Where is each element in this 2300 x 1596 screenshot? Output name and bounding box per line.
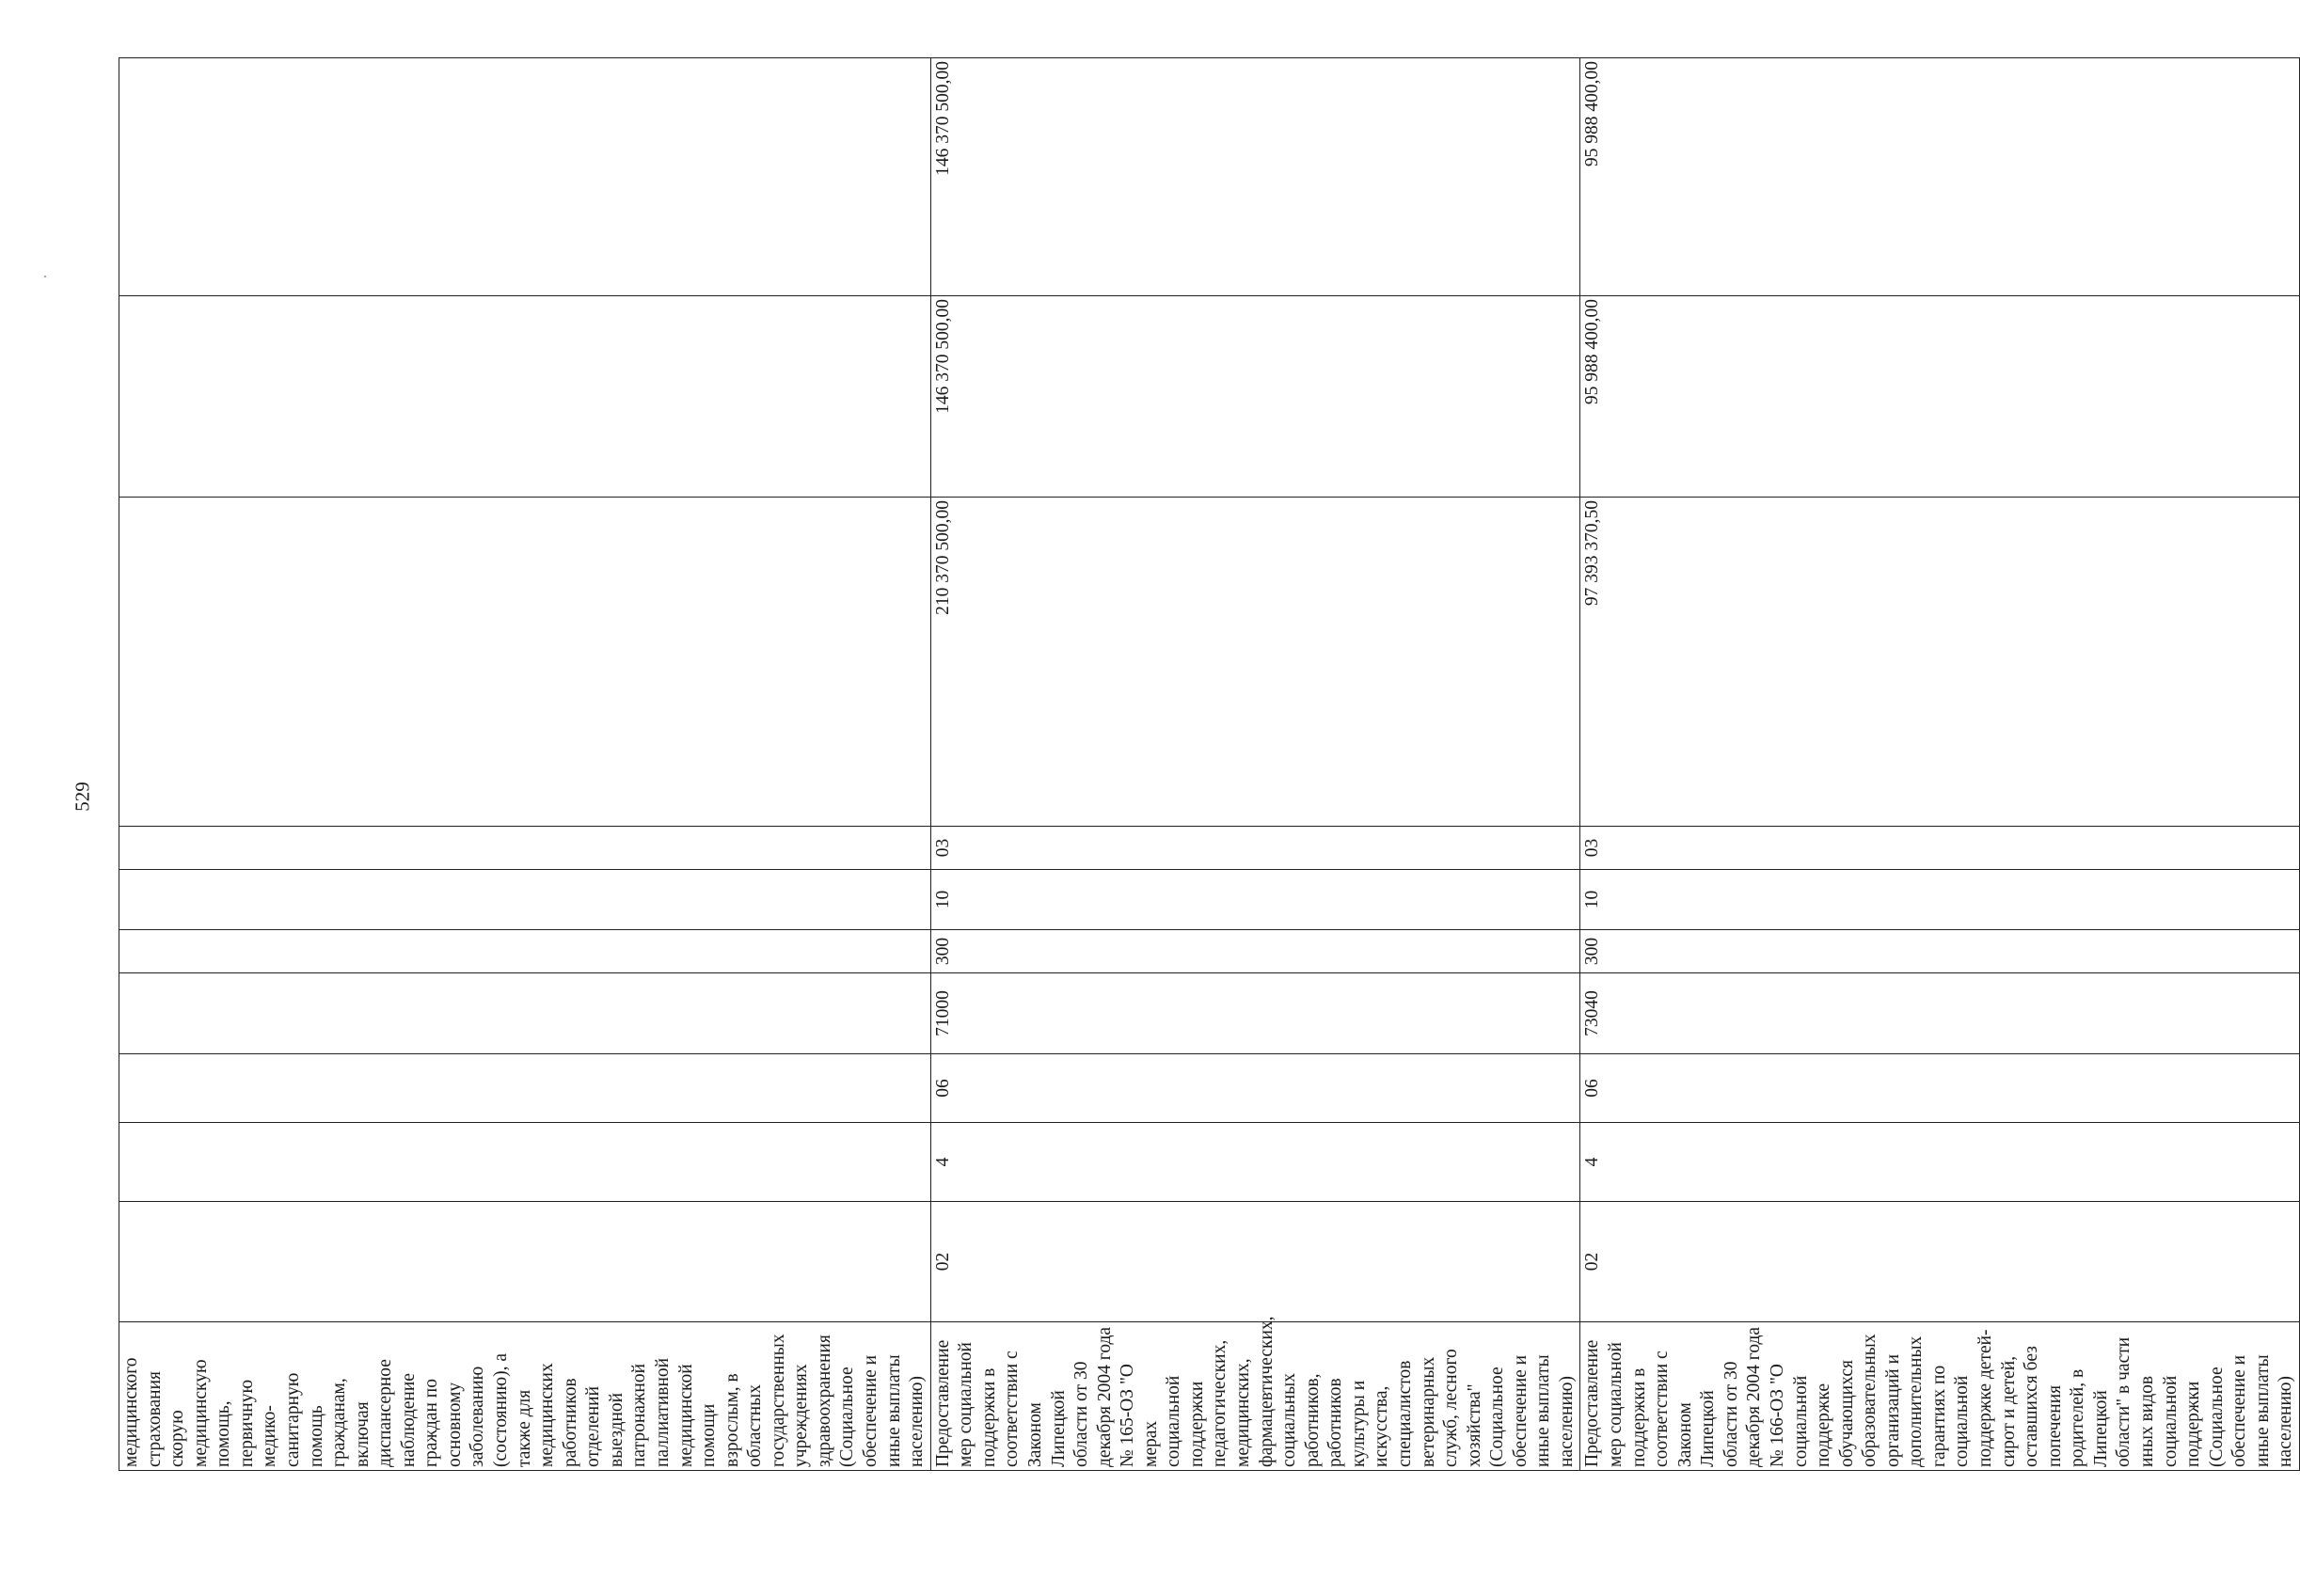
cell-code-6 — [119, 870, 931, 930]
cell-code-4 — [119, 973, 931, 1054]
cell-sum-3: 146 370 500,00 — [930, 58, 1580, 296]
cell-sum-1 — [119, 498, 931, 827]
scan-speck — [44, 276, 46, 277]
cell-code-3: 06 — [930, 1054, 1580, 1123]
page-number: 529 — [71, 782, 94, 812]
cell-sum-2: 95 988 400,00 — [1580, 296, 2299, 498]
cell-code-6: 10 — [1580, 870, 2299, 930]
cell-sum-2 — [119, 296, 931, 498]
cell-sum-3 — [119, 58, 931, 296]
cell-code-1 — [119, 1202, 931, 1322]
cell-code-3: 06 — [1580, 1054, 2299, 1123]
cell-code-1: 02 — [930, 1202, 1580, 1322]
cell-code-7 — [119, 827, 931, 870]
cell-code-2: 4 — [1580, 1123, 2299, 1202]
table-row — [119, 58, 931, 1471]
cell-code-4: 73040 — [1580, 973, 2299, 1054]
cell-code-2: 4 — [930, 1123, 1580, 1202]
cell-sum-2: 146 370 500,00 — [930, 296, 1580, 498]
cell-sum-1: 97 393 370,50 — [1580, 498, 2299, 827]
cell-code-1: 02 — [1580, 1202, 2299, 1322]
row-description: медицинского страхования скорую медицинскую помощь, первичную медико-санитарную помощь гражданам, включая диспансерное наблюдение граждан по основному заболеванию (состоянию), а также для медицинских работников отделений выездной патронажной паллиативной медицинской помощи взрослым, в областных государственных учреждениях здравоохранения (Социальное обеспечение и иные выплаты населению) — [119, 1322, 931, 1471]
rotated-table-wrapper — [119, 58, 2296, 1471]
cell-code-4: 71000 — [930, 973, 1580, 1054]
cell-code-3 — [119, 1054, 931, 1123]
cell-code-6: 10 — [930, 870, 1580, 930]
table-row — [930, 58, 1580, 1471]
row-description: Предоставление мер социальной поддержки в соответствии с Законом Липецкой области от 30 декабря 2004 года № 166-ОЗ "О социальной поддержке обучающихся образовательных организаций и дополнительных гарантиях по социальной поддержке детей-сирот и детей, оставшихся без попечения родителей, в Липецкой области" в части иных видов социальной поддержки (Социальное обеспечение и иные выплаты населению) — [1580, 1322, 2299, 1471]
cell-code-5: 300 — [930, 930, 1580, 973]
cell-code-7: 03 — [930, 827, 1580, 870]
cell-code-2 — [119, 1123, 931, 1202]
cell-sum-3: 95 988 400,00 — [1580, 58, 2299, 296]
cell-code-7: 03 — [1580, 827, 2299, 870]
row-description: Предоставление мер социальной поддержки в соответствии с Законом Липецкой области от 30 декабря 2004 года № 165-ОЗ "О мерах социальной поддержки педагогических, медицинских, фармацевтических, социальных работников, работников культуры и искусства, специалистов ветеринарных служб, лесного хозяйства" (Социальное обеспечение и иные выплаты населению) — [930, 1322, 1580, 1471]
cell-sum-1: 210 370 500,00 — [930, 498, 1580, 827]
table-row — [1580, 58, 2299, 1471]
budget-table — [119, 57, 2300, 1471]
cell-code-5: 300 — [1580, 930, 2299, 973]
cell-code-5 — [119, 930, 931, 973]
